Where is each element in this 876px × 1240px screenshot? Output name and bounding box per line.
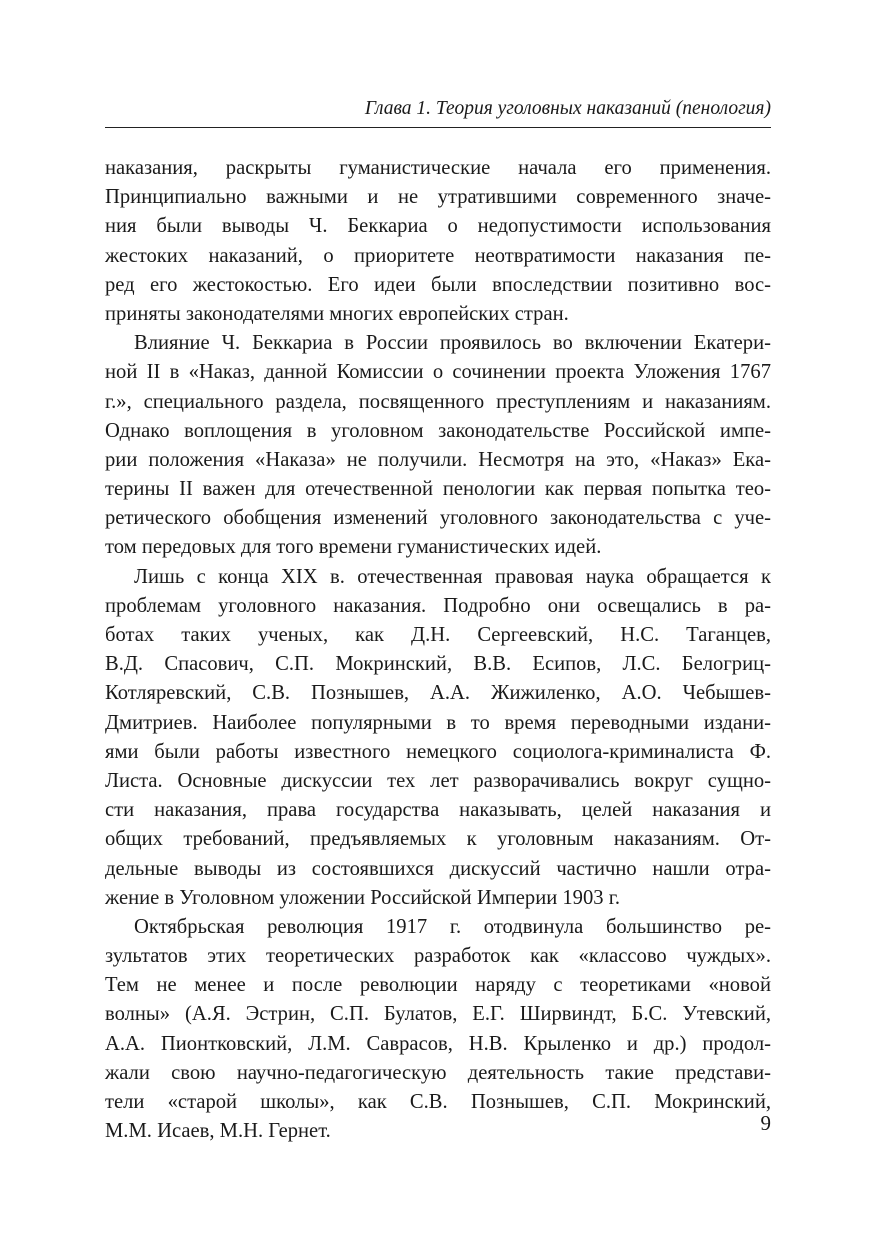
- paragraph-4: [105, 913, 771, 1147]
- text-line: Котляревский, С.В. Познышев, А.А. Жижиленко, А.О. Чебышев-: [105, 682, 771, 705]
- text-line: рии положения «Наказа» не получили. Несмотря на это, «Наказ» Ека-: [105, 448, 771, 471]
- text-line: ботах таких ученых, как Д.Н. Сергеевский, Н.С. Таганцев,: [105, 624, 771, 646]
- text-line: приняты законодателями многих европейских стран.: [105, 302, 569, 325]
- text-line: Дмитриев. Наиболее популярными в то время переводными издани-: [105, 711, 771, 734]
- page-number: 9: [760, 1111, 771, 1135]
- text-line: ния были выводы Ч. Беккариа о недопустимости использования: [105, 215, 771, 238]
- text-line: г.», специального раздела, посвященного преступлениям и наказаниям.: [105, 390, 771, 413]
- paragraph-1: [105, 154, 771, 329]
- text-line: А.А. Пионтковский, Л.М. Саврасов, Н.В. Крыленко и др.) продол-: [105, 1032, 771, 1055]
- text-line: жестоких наказаний, о приоритете неотвратимости наказания пе-: [105, 244, 771, 267]
- text-line: Принципиально важными и не утратившими современного значе-: [105, 186, 771, 209]
- text-line: наказания, раскрыты гуманистические начала его применения.: [105, 157, 771, 179]
- running-header: Глава 1. Теория уголовных наказаний (пенология): [105, 97, 771, 128]
- text-line: тели «старой школы», как С.В. Познышев, С.П. Мокринский,: [105, 1091, 771, 1113]
- text-line: жение в Уголовном уложении Российской Империи 1903 г.: [105, 886, 620, 909]
- text-line: Влияние Ч. Беккариа в России проявилось во включении Екатери-: [134, 332, 771, 355]
- text-line: дельные выводы из состоявшихся дискуссий частично нашли отра-: [105, 857, 771, 880]
- text-line: ретического обобщения изменений уголовного законодательства с уче-: [105, 507, 771, 530]
- text-line: Листа. Основные дискуссии тех лет разворачивались вокруг сущно-: [105, 769, 771, 792]
- text-line: Октябрьская революция 1917 г. отодвинула большинство ре-: [134, 915, 771, 938]
- paragraph-3: [105, 563, 771, 913]
- text-line: волны» (А.Я. Эстрин, С.П. Булатов, Е.Г. Ширвиндт, Б.С. Утевский,: [105, 1003, 771, 1026]
- text-line: том передовых для того времени гуманистических идей.: [105, 536, 602, 559]
- text-line: В.Д. Спасович, С.П. Мокринский, В.В. Есипов, Л.С. Белогриц-: [105, 653, 771, 676]
- text-line: сти наказания, права государства наказывать, целей наказания и: [105, 799, 771, 822]
- text-line: проблемам уголовного наказания. Подробно они освещались в ра-: [105, 594, 771, 617]
- text-line: зультатов этих теоретических разработок как «классово чуждых».: [105, 945, 771, 968]
- text-line: жали свою научно-педагогическую деятельность такие представи-: [105, 1061, 771, 1084]
- text-line: ной II в «Наказ, данной Комиссии о сочинении проекта Уложения 1767: [105, 361, 771, 384]
- text-line: Тем не менее и после революции наряду с теоретиками «новой: [105, 974, 771, 997]
- text-line: М.М. Исаев, М.Н. Гернет.: [105, 1120, 331, 1143]
- text-line: Однако воплощения в уголовном законодательстве Российской импе-: [105, 419, 771, 442]
- body-text: [105, 154, 771, 1146]
- text-line: Лишь с конца XIX в. отечественная правовая наука обращается к: [134, 565, 771, 588]
- text-line: ями были работы известного немецкого социолога-криминалиста Ф.: [105, 740, 771, 763]
- text-line: ред его жестокостью. Его идеи были впоследствии позитивно вос-: [105, 273, 771, 296]
- text-line: терины II важен для отечественной пенологии как первая попытка тео-: [105, 478, 771, 501]
- text-line: общих требований, предъявляемых к уголовным наказаниям. От-: [105, 828, 771, 851]
- paragraph-2: [105, 329, 771, 563]
